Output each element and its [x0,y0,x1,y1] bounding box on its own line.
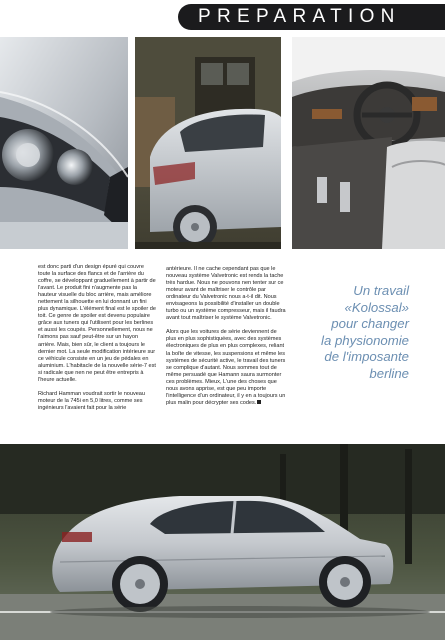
article-column-2 [166,266,288,414]
pull-quote-line: «Kolossal» [344,299,409,315]
article-paragraph-last [166,329,288,407]
pull-quote-line: pour changer [331,316,409,332]
rear-three-quarter-photo [135,37,281,249]
interior-photo [292,37,445,249]
headlight-photo [0,37,128,249]
section-title: PREPARATION [198,6,401,27]
article-column-1 [38,264,156,419]
article-paragraph: Richard Hamman voudrait sortir le nouveau moteur de la 745i en 5,0 litres, comme ses ingénieurs l'avaient fait pour la série [38,390,145,411]
pull-quote-line: Un travail [353,283,409,298]
pull-quote-line: la physionomie [321,332,409,348]
article-paragraph-text: Alors que les voitures de série deviennent de plus en plus sophistiquées, avec des systèmes électroniques de plus en plus complexes, reliant la boîte de vitesse, les suspensions et même les systèmes de sécurité active, le travail des tuners se complique d'autant. Nous sommes tout de même persuadé que Hamann saura surmonter ces problèmes. Mieux, L'une des choses que nous avons apprise, est que peu importe l'intelligence d'un ordinateur, il y en a toujours un plus malin pour décrypter ses codes. [166,329,286,406]
end-of-article-mark [257,400,261,404]
side-profile-photo [0,444,445,640]
pull-quote-line: berline [369,365,409,381]
article-paragraph: antérieure. Il ne cache cependant pas que le nouveau système Valvetronic est rends la tache très hardue. Nous ne pouvons nen tenter sur ce moteur avant de maîtriser le contrôle par ordinateur du Valvetronic nous a-t-il dit. Nous envisageons la possibilité d'installer un double turbo ou un système compresseur, mais il faudra avant tout maîtriser le système Valvetronic. [166,266,286,322]
pull-quote-line: de l'imposante [324,349,409,365]
article-paragraph: est donc parti d'un design épuré qui couvre toute la surface des flancs et de l'arrière du coffre, se développant graduellement à partir de l'avant. Le produit fini n'augmente pas la hauteur visuelle du bloc arrière, mais améliore nettement la silhouette en lui donnant un fini plus dynamique. L'élément final est le spoiler de toit. Ce genre de spoiler est devenu populaire grâce aux tuners qui l'utilisent pour les berlines et aussi les coupés. Personnellement, nous ne l'aimons pas sauf peut-être sur un hayon arrière. Mais, bien sûr, le client a toujours le dernier mot. La seule modification intérieure sur ce véhicule consiste en un jeu de pédales en aluminium. L'habitacle de la nouvelle série-7 est si radicale que nen ne peut être entrepris à l'heure actuelle. [38,264,156,383]
pull-quote [296,283,409,383]
